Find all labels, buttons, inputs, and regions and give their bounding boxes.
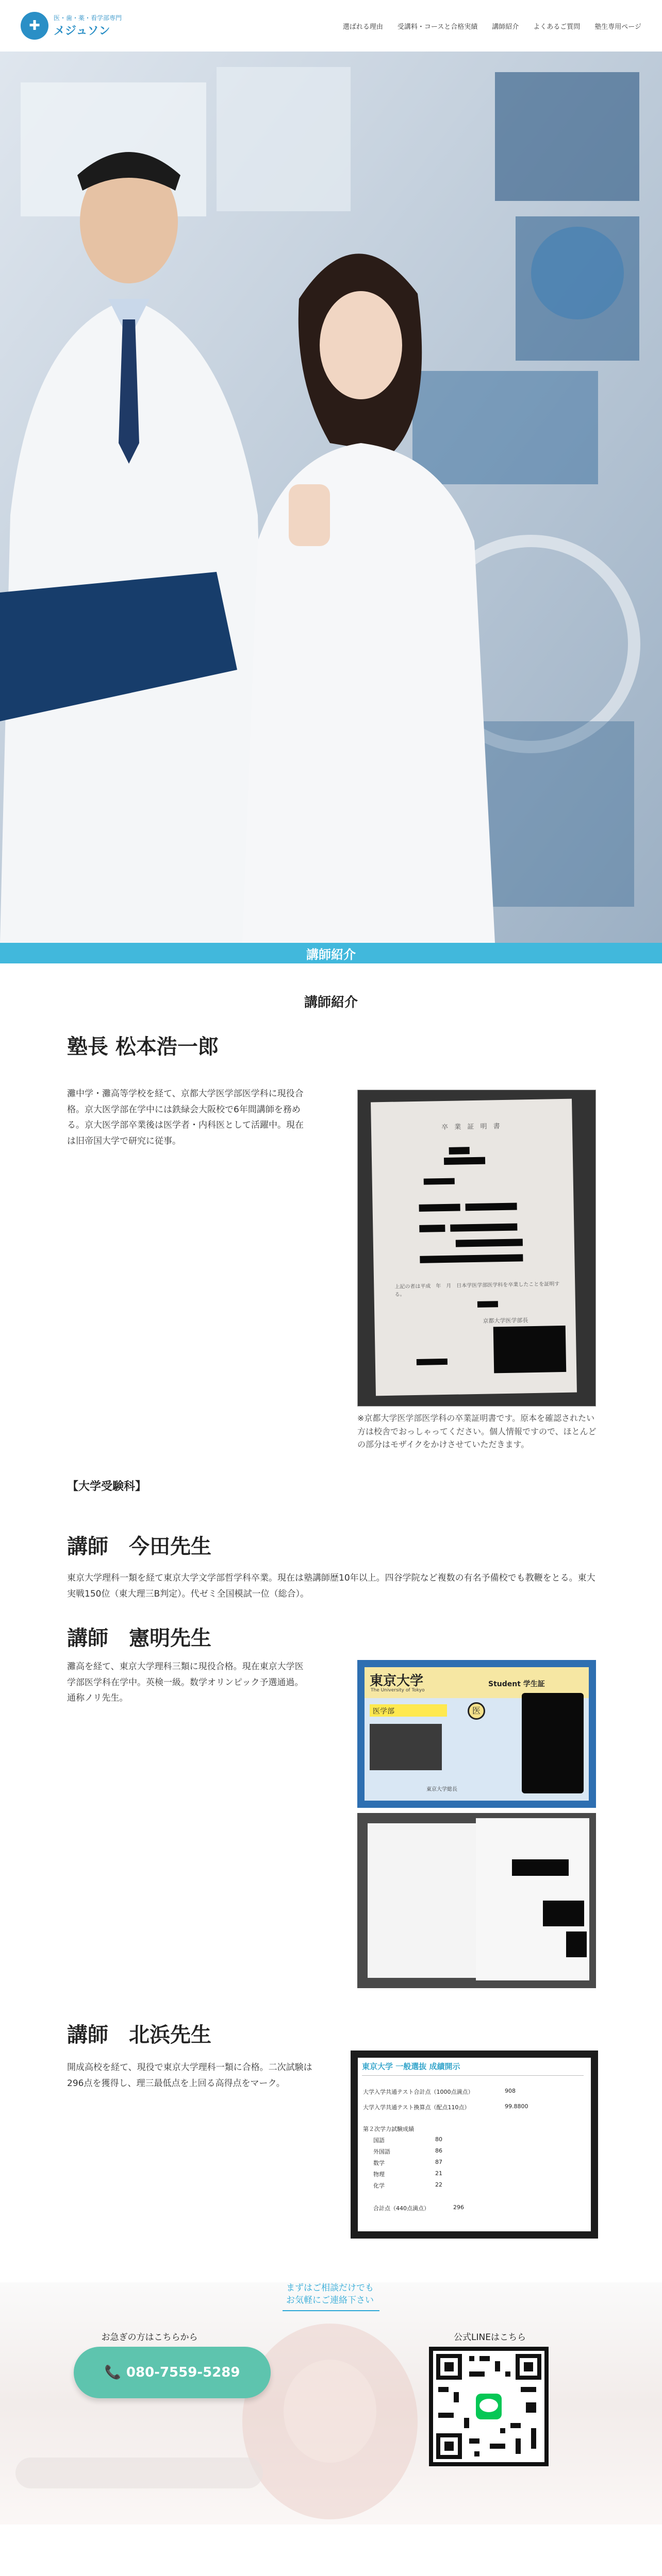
cert-body: 上記の者は平成 年 月 日本学医学部医学科を卒業したことを証明する。 [394,1281,560,1298]
cta-note-line1: まずはご相談だけでも [286,2283,374,2293]
phone-call-button[interactable] [74,2347,271,2398]
instructor-desc-head: 灘中学・灘高等学校を経て、京都大学医学部医学科に現役合格。京大医学部在学中には鉄緑会大阪校で6年間講師を務める。京大医学部卒業後は医学者・内科医として活躍中。現在は旧帝国大学で研究に従事。 [67,1089,304,1146]
score-subject: 化学 [373,2182,385,2189]
cta-note-underline [283,2310,379,2311]
score-title: 東京大学 一般選抜 成績開示 [362,2062,460,2071]
cert-title: 卒 業 証 明 書 [441,1123,502,1132]
nav-members[interactable]: 塾生専用ページ [594,23,641,31]
logo-name: メジュソン [54,25,110,38]
qr-code-icon[interactable] [429,2347,549,2466]
score-subject: 数学 [373,2160,385,2166]
score-report-image [351,2050,598,2239]
card-seal: 医 [468,1702,485,1720]
exam-course-label: 【大学受験科】 [67,1480,147,1493]
teacher-desc-kitahama: 開成高校を経て、現役で東京大学理科一類に合格。二次試験は296点を獲得し、理三最低点を上回る高得点をマーク。 [67,2062,312,2089]
admission-document-image [357,1813,596,1988]
cta-note [278,2282,382,2307]
cta-note-line2: お気軽にご連絡下さい [286,2295,374,2306]
main-nav [343,21,641,31]
card-university-en: The University of Tokyo [371,1688,425,1693]
score-total-label: 合計点（440点満点） [373,2205,429,2212]
graduation-certificate-image [357,1090,596,1406]
card-type: Student 学生証 [488,1680,545,1688]
teacher-name-noriaki: 講師 憲明先生 [67,1626,211,1650]
nav-faq[interactable]: よくあるご質問 [533,23,581,31]
teacher-desc-noriaki: 灘高を経て、東京大学理科三類に現役合格。現在東京大学医学部医学科在学中。英検一級。数学オリンピック予選通過。通称ノリ先生。 [67,1662,304,1704]
site-logo[interactable] [21,12,122,40]
student-card-image [357,1660,596,1808]
section-title-bar: 講師紹介 [0,943,662,963]
card-faculty: 医学部 [370,1704,447,1717]
card-president: 東京大学総長 [426,1787,457,1792]
score-subject-value: 22 [435,2181,442,2188]
teacher-name-imada: 講師 今田先生 [67,1535,211,1558]
hero-image [0,52,662,943]
page-heading: 講師紹介 [304,995,358,1010]
card-university: 東京大学 [370,1673,424,1689]
teacher-desc-imada: 東京大学理科一類を経て東京大学文学部哲学科卒業。現在は塾講師歴10年以上。四谷学院など複数の有名予備校でも教鞭をとる。東大実戦150位（東大理三B判定）。代ゼミ全国模試一位（総合）。 [67,1573,595,1599]
score-total-value: 296 [453,2204,464,2211]
score-row-value: 908 [505,2088,516,2094]
phone-label: お急ぎの方はこちらから [101,2332,198,2343]
certificate-caption: ※京都大学医学部医学科の卒業証明書です。原本を確認されたい方は校舎でおっしゃってください。個人情報ですので、ほとんどの部分はモザイクをかけさせていただきます。 [357,1413,597,1450]
teacher-name-kitahama: 講師 北浜先生 [67,2023,211,2047]
nav-courses[interactable]: 受講料・コースと合格実績 [397,23,478,31]
score-subject: 国語 [373,2137,385,2144]
nav-instructors[interactable]: 講師紹介 [492,23,519,31]
score-subject: 外国語 [373,2148,390,2155]
score-row-label: 大学入学共通テスト合計点（1000点満点） [363,2089,474,2095]
instructor-name-head: 塾長 松本浩一郎 [67,1035,219,1059]
logo-icon: ✚ [21,12,48,40]
score-second-title: 第２次学力試験成績 [363,2126,414,2132]
score-row-value: 99.8800 [505,2103,528,2110]
score-subject-value: 80 [435,2136,442,2143]
score-subject: 物理 [373,2171,385,2178]
cta-section [0,2282,662,2524]
score-subject-value: 87 [435,2159,442,2165]
site-header [0,0,662,52]
phone-number: 080-7559-5289 [126,2365,240,2380]
score-subject-value: 86 [435,2147,442,2154]
logo-tagline: 医・歯・薬・看学部専門 [54,14,122,22]
score-subject-value: 21 [435,2170,442,2177]
cert-footer: 京都大学医学部長 [483,1317,528,1325]
nav-reasons[interactable]: 選ばれる理由 [342,23,383,31]
score-row-label: 大学入学共通テスト換算点（配点110点） [363,2104,470,2111]
line-label: 公式LINEはこちら [454,2332,526,2343]
phone-icon: 📞 [104,2365,121,2380]
